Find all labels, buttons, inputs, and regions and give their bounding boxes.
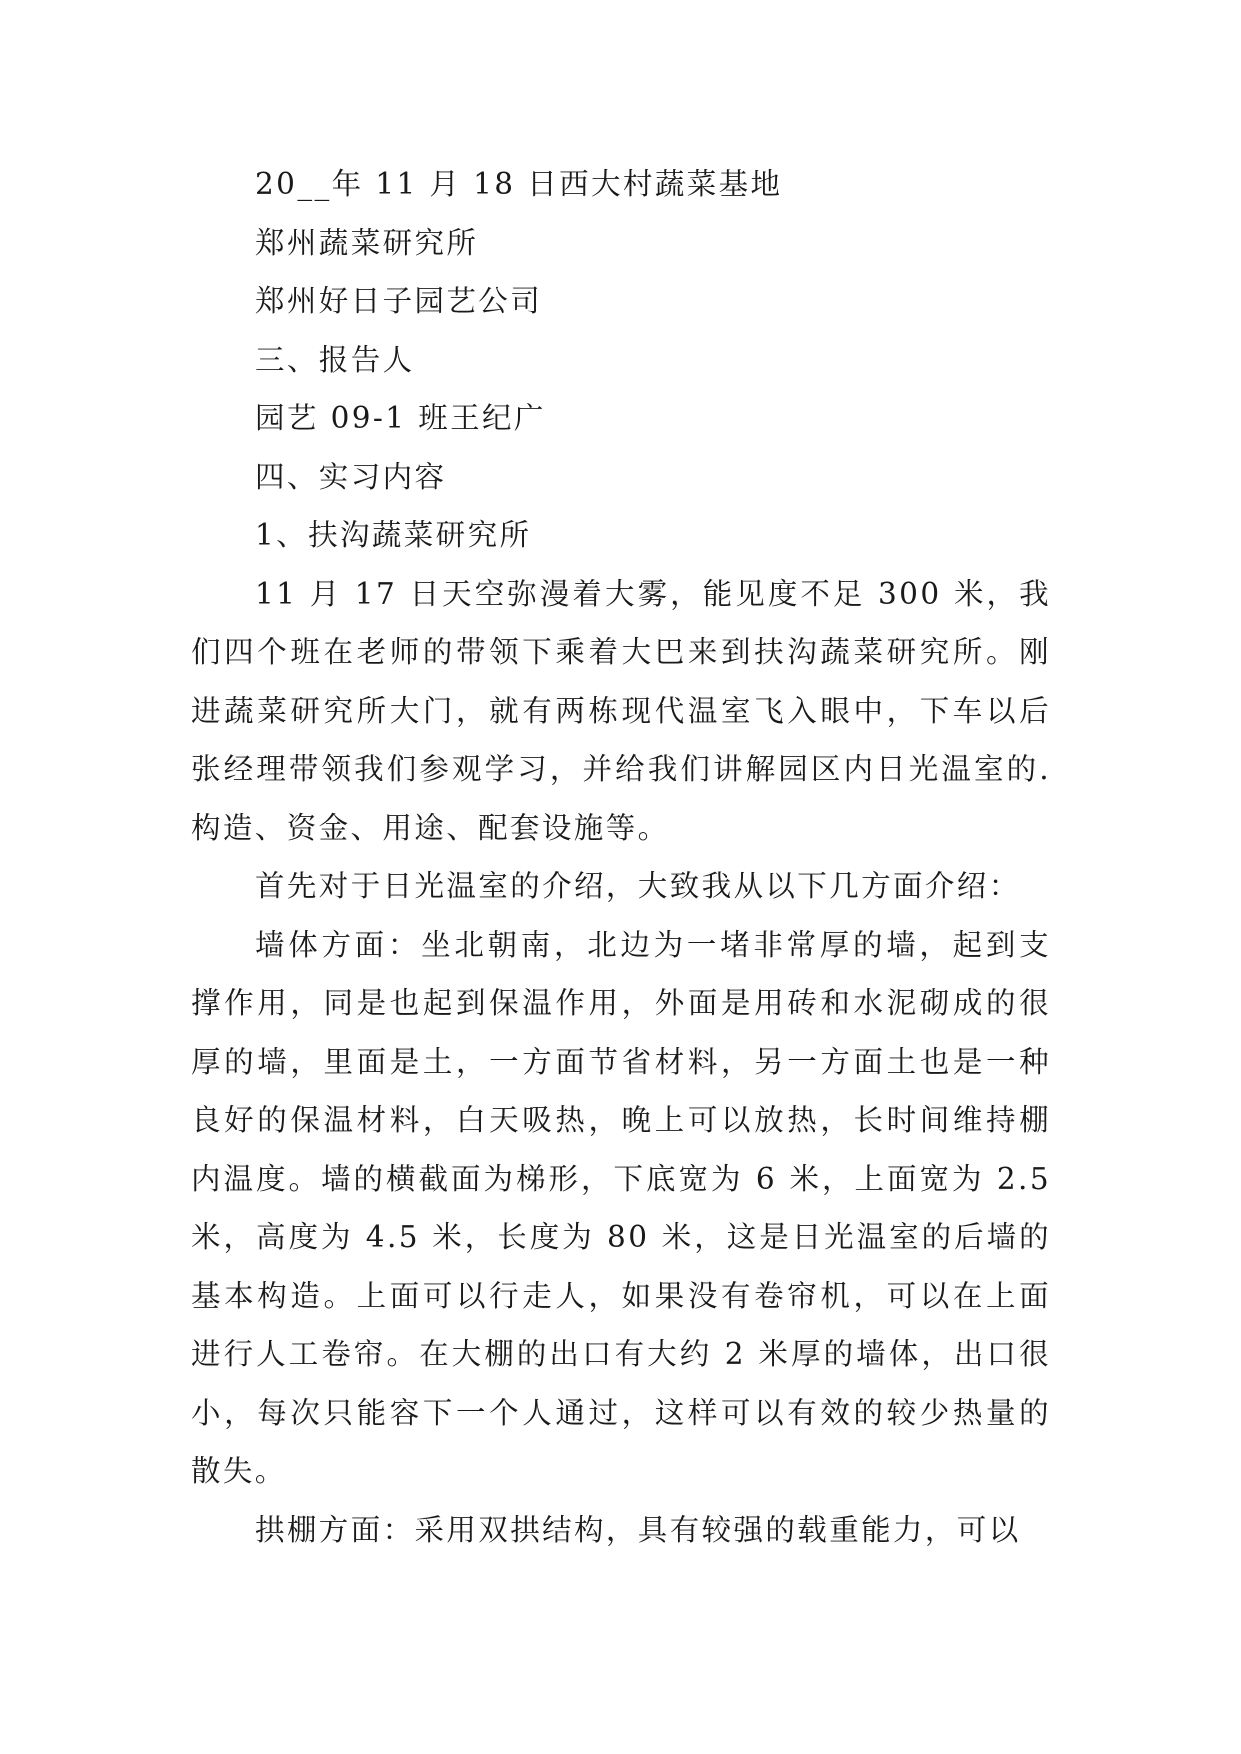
text-line-company: 郑州好日子园艺公司 [255,284,543,318]
text-line-date-location: 20__年 11 月 18 日西大村蔬菜基地 [255,167,783,201]
paragraph-visit: 11 月 17 日天空弥漫着大雾，能见度不足 300 米，我们四个班在老师的带领下乘着大巴来到扶沟蔬菜研究所。刚进蔬菜研究所大门，就有两栋现代温室飞入眼中，下车以后张经理带领我们参观学习，并给我们讲解园区内日光温室的.构造、资金、用途、配套设施等。 [191,576,1051,845]
subsection-heading-fugou-institute: 1、扶沟蔬菜研究所 [255,518,532,552]
text-line-reporter-name: 园艺 09-1 班王纪广 [255,401,546,435]
paragraph-intro: 首先对于日光温室的介绍，大致我从以下几方面介绍： [255,869,1021,903]
text-line-institute: 郑州蔬菜研究所 [255,225,479,260]
section-heading-internship-content: 四、实习内容 [255,459,447,494]
document-body [191,155,1051,1559]
paragraph-wall: 墙体方面：坐北朝南，北边为一堵非常厚的墙，起到支撑作用，同是也起到保温作用，外面是用砖和水泥砌成的很厚的墙，里面是土，一方面节省材料，另一方面土也是一种良好的保温材料，白天吸热，晚上可以放热，长时间维持棚内温度。墙的横截面为梯形，下底宽为 6 米，上面宽为 2.5 米，高度为 4.5 米，长度为 80 米，这是日光温室的后墙的基本构造。上面可以行走人，如果没有卷帘机，可以在上面进行人工卷帘。在大棚的出口有大约 2 米厚的墙体，出口很小，每次只能容下一个人通过，这样可以有效的较少热量的散失。 [191,927,1051,1488]
paragraph-arch: 拱棚方面：采用双拱结构，具有较强的载重能力，可以 [255,1512,1021,1547]
section-heading-reporter: 三、报告人 [255,342,415,377]
